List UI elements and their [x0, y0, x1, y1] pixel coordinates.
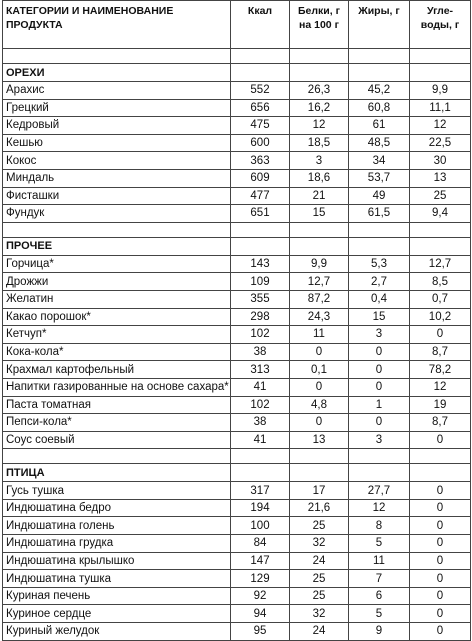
cell-carbs: 8,7 — [410, 414, 471, 432]
cell-carbs: 78,2 — [410, 361, 471, 379]
cell-kcal: 41 — [231, 378, 290, 396]
cell-carbs: 10,2 — [410, 308, 471, 326]
cell-carbs: 0,7 — [410, 290, 471, 308]
cell-protein: 13 — [290, 431, 349, 449]
cell-carbs: 22,5 — [410, 134, 471, 152]
header-carbs: Угле-воды, г — [410, 1, 471, 49]
cell-kcal: 84 — [231, 535, 290, 553]
cell-kcal: 475 — [231, 117, 290, 135]
spacer-cell — [290, 49, 349, 64]
cell-kcal: 552 — [231, 82, 290, 100]
header-row — [3, 1, 471, 49]
cell-kcal: 143 — [231, 255, 290, 273]
cell-carbs: 12 — [410, 117, 471, 135]
cell-carbs: 0 — [410, 517, 471, 535]
cell-protein: 4,8 — [290, 396, 349, 414]
cell-kcal: 102 — [231, 326, 290, 344]
cell-protein: 87,2 — [290, 290, 349, 308]
cell-name: Индюшатина бедро — [3, 499, 231, 517]
section-title: ОРЕХИ — [3, 64, 231, 82]
table-row — [3, 343, 471, 361]
cell-carbs: 0 — [410, 431, 471, 449]
cell-fat: 5,3 — [349, 255, 410, 273]
cell-kcal: 651 — [231, 205, 290, 223]
table-row — [3, 326, 471, 344]
cell-kcal: 355 — [231, 290, 290, 308]
spacer-cell — [410, 49, 471, 64]
cell-protein: 15 — [290, 205, 349, 223]
cell-protein: 32 — [290, 605, 349, 623]
table-body — [3, 49, 471, 641]
section-heading-row — [3, 64, 471, 82]
section-title: ПРОЧЕЕ — [3, 237, 231, 255]
section-empty-cell — [410, 64, 471, 82]
section-heading-row — [3, 237, 471, 255]
cell-protein: 0 — [290, 414, 349, 432]
cell-protein: 12 — [290, 117, 349, 135]
cell-carbs: 0 — [410, 570, 471, 588]
section-heading-row — [3, 464, 471, 482]
table-row — [3, 431, 471, 449]
cell-fat: 0 — [349, 343, 410, 361]
cell-fat: 12 — [349, 499, 410, 517]
section-empty-cell — [349, 64, 410, 82]
spacer-cell — [290, 222, 349, 237]
spacer-cell — [231, 49, 290, 64]
cell-kcal: 147 — [231, 552, 290, 570]
section-empty-cell — [349, 237, 410, 255]
cell-fat: 0 — [349, 414, 410, 432]
cell-name: Индюшатина голень — [3, 517, 231, 535]
spacer-cell — [349, 222, 410, 237]
cell-carbs: 0 — [410, 605, 471, 623]
cell-name: Арахис — [3, 82, 231, 100]
table-row — [3, 152, 471, 170]
section-spacer — [3, 449, 471, 464]
spacer-cell — [410, 449, 471, 464]
cell-fat: 49 — [349, 187, 410, 205]
table-row — [3, 570, 471, 588]
table-row — [3, 587, 471, 605]
cell-fat: 5 — [349, 535, 410, 553]
cell-protein: 25 — [290, 587, 349, 605]
cell-kcal: 656 — [231, 99, 290, 117]
section-empty-cell — [349, 464, 410, 482]
section-empty-cell — [290, 464, 349, 482]
cell-name: Желатин — [3, 290, 231, 308]
cell-name: Индюшатина тушка — [3, 570, 231, 588]
cell-name: Кокос — [3, 152, 231, 170]
cell-carbs: 12,7 — [410, 255, 471, 273]
cell-name: Кедровый — [3, 117, 231, 135]
cell-name: Гусь тушка — [3, 482, 231, 500]
cell-kcal: 313 — [231, 361, 290, 379]
header-protein: Белки, г на 100 г — [290, 1, 349, 49]
table-row — [3, 134, 471, 152]
spacer-cell — [3, 449, 231, 464]
table-row — [3, 482, 471, 500]
cell-kcal: 129 — [231, 570, 290, 588]
table-row — [3, 82, 471, 100]
cell-name: Кока-кола* — [3, 343, 231, 361]
cell-fat: 7 — [349, 570, 410, 588]
table-row — [3, 99, 471, 117]
cell-carbs: 0 — [410, 587, 471, 605]
table-row — [3, 117, 471, 135]
table-row — [3, 169, 471, 187]
cell-name: Миндаль — [3, 169, 231, 187]
cell-name: Индюшатина крылышко — [3, 552, 231, 570]
table-row — [3, 255, 471, 273]
cell-fat: 1 — [349, 396, 410, 414]
section-empty-cell — [290, 64, 349, 82]
cell-name: Дрожжи — [3, 273, 231, 291]
cell-carbs: 9,4 — [410, 205, 471, 223]
cell-fat: 0,4 — [349, 290, 410, 308]
cell-fat: 34 — [349, 152, 410, 170]
section-spacer — [3, 222, 471, 237]
table-row — [3, 290, 471, 308]
table-row — [3, 273, 471, 291]
cell-name: Соус соевый — [3, 431, 231, 449]
cell-name: Пепси-кола* — [3, 414, 231, 432]
cell-protein: 0 — [290, 343, 349, 361]
cell-kcal: 600 — [231, 134, 290, 152]
cell-kcal: 194 — [231, 499, 290, 517]
cell-fat: 3 — [349, 431, 410, 449]
cell-kcal: 363 — [231, 152, 290, 170]
cell-protein: 11 — [290, 326, 349, 344]
spacer-cell — [231, 222, 290, 237]
cell-name: Грецкий — [3, 99, 231, 117]
table-row — [3, 205, 471, 223]
cell-name: Паста томатная — [3, 396, 231, 414]
cell-carbs: 8,7 — [410, 343, 471, 361]
cell-kcal: 92 — [231, 587, 290, 605]
cell-name: Фисташки — [3, 187, 231, 205]
cell-carbs: 0 — [410, 326, 471, 344]
cell-carbs: 12 — [410, 378, 471, 396]
spacer-cell — [290, 449, 349, 464]
cell-protein: 21 — [290, 187, 349, 205]
cell-name: Какао порошок* — [3, 308, 231, 326]
section-title: ПТИЦА — [3, 464, 231, 482]
cell-name: Напитки газированные на основе сахара* — [3, 378, 231, 396]
table-row — [3, 396, 471, 414]
spacer-cell — [349, 449, 410, 464]
cell-fat: 2,7 — [349, 273, 410, 291]
cell-protein: 17 — [290, 482, 349, 500]
cell-protein: 0 — [290, 378, 349, 396]
cell-fat: 5 — [349, 605, 410, 623]
cell-protein: 24 — [290, 623, 349, 641]
cell-kcal: 41 — [231, 431, 290, 449]
table-row — [3, 187, 471, 205]
cell-carbs: 13 — [410, 169, 471, 187]
table-row — [3, 517, 471, 535]
cell-fat: 60,8 — [349, 99, 410, 117]
cell-name: Куриная печень — [3, 587, 231, 605]
cell-name: Фундук — [3, 205, 231, 223]
cell-kcal: 477 — [231, 187, 290, 205]
cell-carbs: 19 — [410, 396, 471, 414]
cell-protein: 25 — [290, 517, 349, 535]
cell-protein: 12,7 — [290, 273, 349, 291]
cell-protein: 32 — [290, 535, 349, 553]
section-empty-cell — [290, 237, 349, 255]
header-fat: Жиры, г — [349, 1, 410, 49]
cell-fat: 9 — [349, 623, 410, 641]
table-row — [3, 378, 471, 396]
spacer-cell — [231, 449, 290, 464]
cell-name: Крахмал картофельный — [3, 361, 231, 379]
cell-protein: 24,3 — [290, 308, 349, 326]
cell-fat: 3 — [349, 326, 410, 344]
header-kcal: Ккал — [231, 1, 290, 49]
spacer-cell — [410, 222, 471, 237]
cell-fat: 61,5 — [349, 205, 410, 223]
table-row — [3, 623, 471, 641]
cell-fat: 0 — [349, 378, 410, 396]
cell-protein: 21,6 — [290, 499, 349, 517]
cell-fat: 6 — [349, 587, 410, 605]
spacer-cell — [3, 222, 231, 237]
table-row — [3, 499, 471, 517]
cell-fat: 27,7 — [349, 482, 410, 500]
cell-protein: 18,6 — [290, 169, 349, 187]
section-empty-cell — [410, 464, 471, 482]
cell-kcal: 317 — [231, 482, 290, 500]
cell-kcal: 38 — [231, 414, 290, 432]
cell-protein: 9,9 — [290, 255, 349, 273]
cell-carbs: 0 — [410, 482, 471, 500]
section-empty-cell — [231, 464, 290, 482]
cell-protein: 0,1 — [290, 361, 349, 379]
cell-name: Кешью — [3, 134, 231, 152]
cell-protein: 25 — [290, 570, 349, 588]
nutrition-table — [2, 0, 471, 641]
cell-name: Куриное сердце — [3, 605, 231, 623]
table-row — [3, 308, 471, 326]
cell-carbs: 0 — [410, 535, 471, 553]
table-row — [3, 414, 471, 432]
section-spacer — [3, 49, 471, 64]
cell-fat: 48,5 — [349, 134, 410, 152]
cell-protein: 16,2 — [290, 99, 349, 117]
table-row — [3, 361, 471, 379]
cell-name: Горчица* — [3, 255, 231, 273]
cell-fat: 53,7 — [349, 169, 410, 187]
cell-name: Кетчуп* — [3, 326, 231, 344]
cell-kcal: 38 — [231, 343, 290, 361]
section-empty-cell — [231, 64, 290, 82]
cell-carbs: 0 — [410, 499, 471, 517]
cell-name: Куриный желудок — [3, 623, 231, 641]
cell-fat: 61 — [349, 117, 410, 135]
cell-kcal: 298 — [231, 308, 290, 326]
cell-name: Индюшатина грудка — [3, 535, 231, 553]
table-row — [3, 535, 471, 553]
cell-fat: 11 — [349, 552, 410, 570]
cell-carbs: 30 — [410, 152, 471, 170]
spacer-cell — [3, 49, 231, 64]
cell-protein: 24 — [290, 552, 349, 570]
cell-fat: 15 — [349, 308, 410, 326]
spacer-cell — [349, 49, 410, 64]
cell-carbs: 0 — [410, 623, 471, 641]
cell-carbs: 8,5 — [410, 273, 471, 291]
cell-kcal: 609 — [231, 169, 290, 187]
table-row — [3, 552, 471, 570]
cell-carbs: 25 — [410, 187, 471, 205]
cell-kcal: 100 — [231, 517, 290, 535]
cell-carbs: 11,1 — [410, 99, 471, 117]
cell-kcal: 95 — [231, 623, 290, 641]
cell-carbs: 9,9 — [410, 82, 471, 100]
section-empty-cell — [410, 237, 471, 255]
cell-carbs: 0 — [410, 552, 471, 570]
cell-protein: 18,5 — [290, 134, 349, 152]
cell-kcal: 109 — [231, 273, 290, 291]
cell-kcal: 102 — [231, 396, 290, 414]
cell-fat: 8 — [349, 517, 410, 535]
table-row — [3, 605, 471, 623]
cell-fat: 0 — [349, 361, 410, 379]
section-empty-cell — [231, 237, 290, 255]
cell-protein: 3 — [290, 152, 349, 170]
header-name: КАТЕГОРИИ И НАИМЕНОВАНИЕ ПРОДУКТА — [3, 1, 231, 49]
cell-protein: 26,3 — [290, 82, 349, 100]
cell-kcal: 94 — [231, 605, 290, 623]
cell-fat: 45,2 — [349, 82, 410, 100]
